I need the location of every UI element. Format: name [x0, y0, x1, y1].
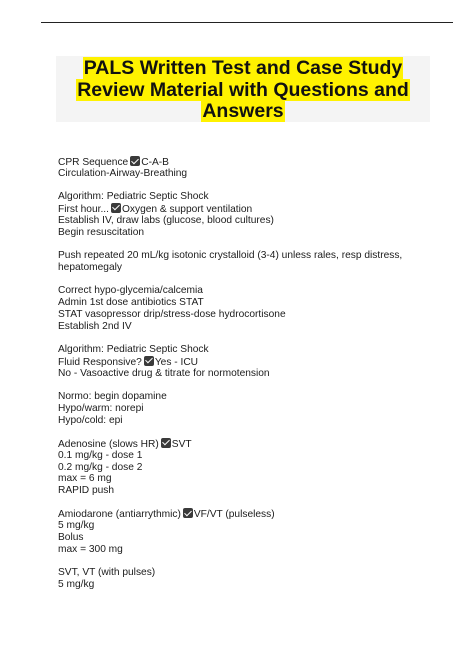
- note-text: Normo: begin dopamine: [58, 390, 167, 402]
- note-prompt: Fluid Responsive?: [58, 356, 142, 368]
- note-line: [58, 285, 438, 297]
- note-text: max = 300 mg: [58, 543, 123, 555]
- title-highlight: PALS Written Test and Case Study Review Material with Questions and Answers: [77, 57, 409, 122]
- note-text: Circulation-Airway-Breathing: [58, 167, 188, 179]
- note-text: max = 6 mg: [58, 473, 112, 485]
- note-line: [58, 356, 438, 368]
- note-line: [58, 250, 438, 274]
- note-block: [58, 250, 438, 274]
- checkmark-icon: [111, 203, 121, 213]
- note-line: [58, 579, 438, 591]
- note-text: Establish 2nd IV: [58, 320, 132, 332]
- document-title: [56, 58, 430, 123]
- note-line: [58, 532, 438, 544]
- note-line: [58, 508, 438, 520]
- note-text: Correct hypo-glycemia/calcemia: [58, 285, 203, 297]
- note-text: Bolus: [58, 532, 84, 544]
- note-line: [58, 321, 438, 333]
- top-divider: [41, 22, 453, 23]
- note-text: 0.2 mg/kg - dose 2: [58, 461, 143, 473]
- checkmark-icon: [130, 156, 140, 166]
- checkmark-icon: [161, 438, 171, 448]
- note-line: [58, 344, 438, 356]
- note-text: Establish IV, draw labs (glucose, blood cultures): [58, 214, 274, 226]
- note-block: [58, 344, 438, 379]
- note-text: 5 mg/kg: [58, 520, 95, 532]
- note-line: [58, 473, 438, 485]
- note-text: Hypo/warm: norepi: [58, 402, 144, 414]
- checkmark-icon: [144, 356, 154, 366]
- note-block: [58, 391, 438, 426]
- note-text: RAPID push: [58, 485, 115, 497]
- note-text: 5 mg/kg: [58, 579, 95, 591]
- note-line: [58, 415, 438, 427]
- note-text: Admin 1st dose antibiotics STAT: [58, 296, 204, 308]
- note-text: Push repeated 20 mL/kg isotonic crystalloid (3-4) unless rales, resp distress, hepatomegaly: [58, 249, 403, 273]
- note-block: [58, 285, 438, 332]
- note-line: [58, 168, 438, 180]
- note-line: [58, 544, 438, 556]
- note-text: Begin resuscitation: [58, 226, 145, 238]
- note-answer: C-A-B: [141, 157, 169, 168]
- note-answer: VF/VT (pulseless): [193, 509, 275, 521]
- note-line: [58, 403, 438, 415]
- note-line: [58, 485, 438, 497]
- note-line: [58, 297, 438, 309]
- note-line: [58, 191, 438, 203]
- note-block: [58, 508, 438, 555]
- note-text: No - Vasoactive drug & titrate for normotension: [58, 367, 270, 379]
- note-block: [58, 156, 438, 180]
- document-body: [58, 156, 438, 602]
- note-text: Hypo/cold: epi: [58, 414, 123, 426]
- note-prompt: CPR Sequence: [58, 157, 129, 168]
- note-text: SVT, VT (with pulses): [58, 567, 156, 579]
- checkmark-icon: [183, 508, 193, 518]
- note-line: [58, 203, 438, 215]
- note-text: Algorithm: Pediatric Septic Shock: [58, 191, 209, 203]
- note-block: [58, 191, 438, 238]
- note-line: [58, 227, 438, 239]
- note-block: [58, 567, 438, 591]
- note-text: 0.1 mg/kg - dose 1: [58, 449, 143, 461]
- note-line: [58, 391, 438, 403]
- note-line: [58, 368, 438, 380]
- note-prompt: Adenosine (slows HR): [58, 438, 159, 450]
- note-block: [58, 438, 438, 497]
- note-line: [58, 156, 438, 168]
- note-answer: SVT: [171, 438, 192, 450]
- note-prompt: Amiodarone (antiarrythmic): [58, 509, 181, 521]
- note-text: STAT vasopressor drip/stress-dose hydrocortisone: [58, 308, 286, 320]
- note-line: [58, 438, 438, 450]
- note-line: [58, 215, 438, 227]
- note-text: Algorithm: Pediatric Septic Shock: [58, 343, 209, 355]
- note-answer: Oxygen & support ventilation: [121, 203, 253, 215]
- note-line: [58, 462, 438, 474]
- note-line: [58, 309, 438, 321]
- note-line: [58, 567, 438, 579]
- note-prompt: First hour...: [58, 203, 109, 215]
- note-answer: Yes - ICU: [154, 356, 199, 368]
- note-line: [58, 520, 438, 532]
- note-line: [58, 450, 438, 462]
